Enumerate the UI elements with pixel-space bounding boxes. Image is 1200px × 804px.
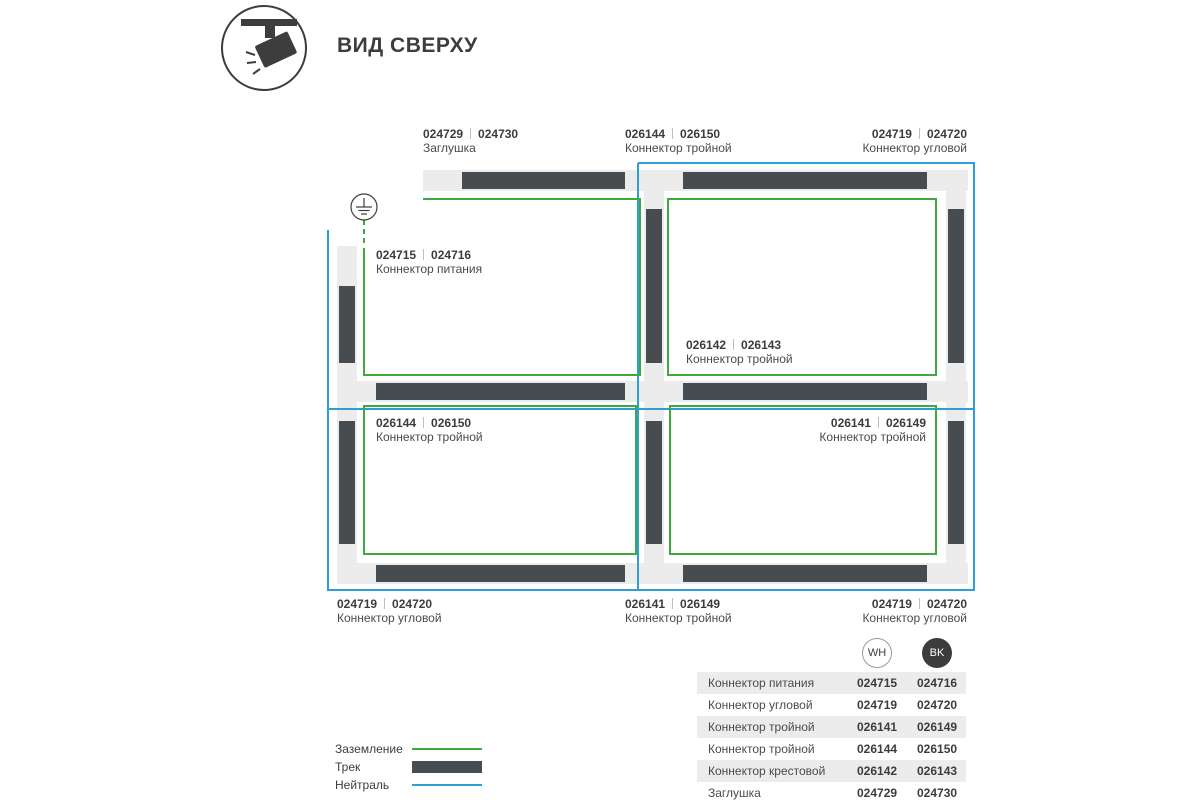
code-wh: 026142 (686, 338, 727, 352)
row-connector-name: Коннектор угловой (708, 698, 813, 712)
track-segment (376, 383, 625, 400)
connector-name: Коннектор питания (376, 262, 483, 276)
connector-name: Заглушка (423, 141, 476, 155)
row-code-wh: 024729 (857, 786, 898, 800)
row-code-wh: 026142 (857, 764, 898, 778)
table-row (697, 738, 966, 760)
track-segment (646, 421, 662, 544)
ground-symbol-icon (351, 194, 377, 220)
code-wh: 024719 (871, 597, 912, 611)
label-right-mid (819, 416, 926, 444)
track-segment (683, 172, 927, 189)
code-bk: 026149 (885, 416, 926, 430)
connector-name: Коннектор тройной (625, 141, 732, 155)
label-power-connector (376, 248, 482, 276)
connector-name: Коннектор угловой (862, 611, 967, 625)
code-bk: 024730 (478, 127, 519, 141)
row-code-bk: 024716 (917, 676, 958, 690)
row-connector-name: Коннектор питания (708, 676, 815, 690)
table-row (697, 694, 966, 716)
row-code-bk: 026150 (917, 742, 958, 756)
row-code-bk: 026143 (917, 764, 958, 778)
code-bk: 024720 (392, 597, 433, 611)
track-segment (339, 286, 355, 363)
track-segment (948, 421, 964, 544)
connector-name: Коннектор тройной (819, 430, 926, 444)
code-wh: 026144 (625, 127, 666, 141)
code-bk: 024720 (926, 597, 967, 611)
row-connector-name: Коннектор тройной (708, 742, 815, 756)
label-center-connector (686, 338, 793, 366)
track-segment (339, 421, 355, 544)
connector-name: Коннектор угловой (337, 611, 442, 625)
legend-track-label: Трек (335, 760, 361, 774)
code-bk: 026143 (741, 338, 782, 352)
wh-color-badge: WH (862, 638, 892, 668)
label-bottom-mid (625, 597, 732, 625)
table-row (697, 760, 966, 782)
connector-name: Коннектор угловой (862, 141, 967, 155)
code-bk: 024716 (431, 248, 472, 262)
connector-name: Коннектор тройной (686, 352, 793, 366)
row-connector-name: Заглушка (708, 786, 761, 800)
track-segment (683, 383, 927, 400)
code-bk: 026149 (680, 597, 721, 611)
legend-ground-label: Заземление (335, 742, 403, 756)
row-code-wh: 024719 (857, 698, 898, 712)
code-bk: 026150 (680, 127, 721, 141)
code-wh: 024729 (423, 127, 464, 141)
label-top-right (862, 127, 967, 155)
track-spotlight-icon (222, 6, 306, 90)
label-top-left (423, 127, 518, 155)
track-segment (646, 209, 662, 363)
track-segment (462, 172, 625, 189)
code-wh: 026141 (830, 416, 871, 430)
code-wh: 026144 (376, 416, 417, 430)
connector-name: Коннектор тройной (376, 430, 483, 444)
code-wh: 024719 (337, 597, 378, 611)
legend-neutral-label: Нейтраль (335, 778, 390, 792)
code-wh: 024719 (871, 127, 912, 141)
label-bottom-right (862, 597, 967, 625)
label-top-mid (625, 127, 732, 155)
table-row (697, 716, 966, 738)
code-bk: 024720 (926, 127, 967, 141)
label-bottom-left (337, 597, 442, 625)
row-connector-name: Коннектор крестовой (708, 764, 826, 778)
track-segment (948, 209, 964, 363)
row-code-bk: 026149 (917, 720, 958, 734)
connector-name: Коннектор тройной (625, 611, 732, 625)
code-wh: 024715 (376, 248, 417, 262)
page-title: ВИД СВЕРХУ (337, 34, 478, 57)
code-bk: 026150 (431, 416, 472, 430)
label-left-mid (376, 416, 483, 444)
row-code-wh: 026144 (857, 742, 898, 756)
legend-track-bar (412, 761, 482, 773)
code-wh: 026141 (625, 597, 666, 611)
row-code-wh: 024715 (857, 676, 898, 690)
table-row (697, 672, 966, 694)
row-code-bk: 024720 (917, 698, 958, 712)
table-row (697, 782, 966, 804)
track-segment (376, 565, 625, 582)
track-segment (683, 565, 927, 582)
bk-color-badge: BK (922, 638, 952, 668)
row-connector-name: Коннектор тройной (708, 720, 815, 734)
row-code-bk: 024730 (917, 786, 958, 800)
row-code-wh: 026141 (857, 720, 898, 734)
